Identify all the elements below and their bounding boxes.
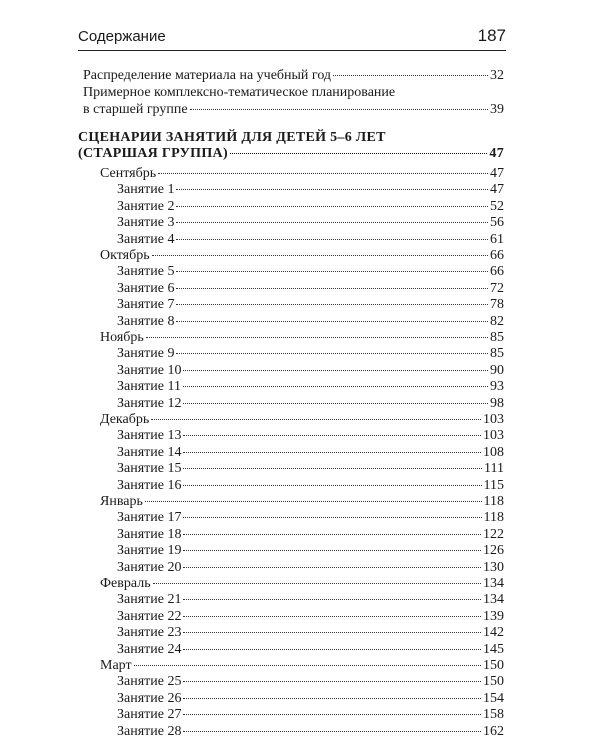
lesson-label: Занятие 3 [117, 215, 175, 231]
toc-entry-page: 32 [490, 68, 504, 83]
lesson-page: 98 [490, 395, 504, 411]
leader-dots [183, 386, 488, 387]
toc-month[interactable] [100, 658, 504, 674]
toc-lesson[interactable] [117, 346, 504, 362]
leader-dots [151, 419, 481, 420]
toc-lesson[interactable] [117, 379, 504, 395]
lesson-page: 126 [483, 543, 504, 559]
leader-dots [183, 616, 481, 617]
lesson-page: 72 [490, 280, 504, 296]
leader-dots [183, 550, 481, 551]
month-label: Декабрь [100, 412, 150, 427]
toc-lesson[interactable] [117, 264, 504, 280]
toc-lesson[interactable] [117, 182, 504, 198]
lesson-label: Занятие 18 [117, 526, 182, 542]
toc-lesson[interactable] [117, 297, 504, 313]
leader-dots [176, 222, 488, 223]
leader-dots [176, 239, 488, 240]
lesson-label: Занятие 4 [117, 231, 175, 247]
lesson-label: Занятие 22 [117, 608, 182, 624]
toc-lesson[interactable] [117, 609, 504, 625]
lesson-page: 52 [490, 198, 504, 214]
lesson-label: Занятие 25 [117, 674, 182, 690]
leader-dots [183, 698, 481, 699]
leader-dots [152, 255, 488, 256]
leader-dots [183, 714, 481, 715]
lesson-label: Занятие 26 [117, 690, 182, 706]
lesson-page: 90 [490, 362, 504, 378]
toc-month[interactable] [100, 576, 504, 592]
lesson-label: Занятие 9 [117, 346, 175, 362]
toc-month[interactable] [100, 412, 504, 428]
lesson-label: Занятие 10 [117, 362, 182, 378]
toc-entry-planning-line1: Примерное комплексно-тематическое планирование [83, 85, 396, 100]
toc-month[interactable] [100, 248, 504, 264]
leader-dots [183, 370, 488, 371]
month-label: Сентябрь [100, 166, 157, 181]
toc-lesson[interactable] [117, 281, 504, 297]
month-page: 118 [483, 494, 504, 509]
lesson-page: 162 [483, 723, 504, 739]
lesson-page: 66 [490, 264, 504, 280]
toc-lesson[interactable] [117, 461, 504, 477]
month-page: 66 [490, 248, 504, 263]
lesson-label: Занятие 1 [117, 182, 175, 198]
toc-entry-planning[interactable] [83, 102, 504, 118]
toc-lesson[interactable] [117, 707, 504, 723]
leader-dots [183, 681, 481, 682]
toc-entry-label: в старшей группе [83, 102, 188, 117]
toc-entry-page: 39 [490, 102, 504, 117]
lesson-page: 139 [483, 608, 504, 624]
lesson-label: Занятие 20 [117, 559, 182, 575]
lesson-label: Занятие 17 [117, 510, 182, 526]
month-page: 47 [490, 166, 504, 181]
toc-lesson[interactable] [117, 199, 504, 215]
toc-entry-label: Распределение материала на учебный год [83, 68, 332, 83]
lesson-label: Занятие 5 [117, 264, 175, 280]
lesson-page: 150 [483, 674, 504, 690]
lesson-label: Занятие 7 [117, 297, 175, 313]
leader-dots [145, 501, 482, 502]
section-title-line2: (СТАРШАЯ ГРУППА) [78, 146, 228, 161]
lesson-label: Занятие 8 [117, 313, 175, 329]
month-label: Март [100, 658, 132, 673]
toc-lesson[interactable] [117, 625, 504, 641]
leader-dots [183, 403, 488, 404]
toc-lesson[interactable] [117, 396, 504, 412]
toc-lesson[interactable] [117, 363, 504, 379]
header-rule [78, 50, 506, 51]
leader-dots [183, 517, 481, 518]
lesson-label: Занятие 15 [117, 461, 182, 477]
lesson-page: 122 [483, 526, 504, 542]
toc-lesson[interactable] [117, 674, 504, 690]
toc-lesson[interactable] [117, 592, 504, 608]
section-title-line1: СЦЕНАРИИ ЗАНЯТИЙ ДЛЯ ДЕТЕЙ 5–6 ЛЕТ [78, 130, 386, 145]
toc-section-page: 47 [489, 146, 504, 161]
lesson-label: Занятие 24 [117, 641, 182, 657]
lesson-page: 130 [483, 559, 504, 575]
lesson-label: Занятие 11 [117, 379, 181, 395]
toc-lesson[interactable] [117, 510, 504, 526]
month-page: 150 [483, 658, 504, 673]
toc-lesson[interactable] [117, 560, 504, 576]
lesson-page: 85 [490, 346, 504, 362]
toc-lesson[interactable] [117, 445, 504, 461]
header-page-number: 187 [477, 26, 506, 45]
leader-dots [176, 321, 488, 322]
lesson-page: 78 [490, 297, 504, 313]
toc-lesson[interactable] [117, 724, 504, 740]
month-label: Февраль [100, 576, 151, 591]
leader-dots [134, 665, 481, 666]
lesson-label: Занятие 21 [117, 592, 182, 608]
lesson-page: 145 [483, 641, 504, 657]
lesson-label: Занятие 12 [117, 395, 182, 411]
leader-dots [333, 75, 488, 76]
month-label: Октябрь [100, 248, 150, 263]
toc-lesson[interactable] [117, 527, 504, 543]
lesson-page: 93 [490, 379, 504, 395]
lesson-page: 158 [483, 707, 504, 723]
leader-dots [190, 109, 488, 110]
lesson-page: 47 [490, 182, 504, 198]
leader-dots [158, 173, 488, 174]
leader-dots [153, 583, 481, 584]
toc-lesson[interactable] [117, 543, 504, 559]
lesson-label: Занятие 16 [117, 477, 182, 493]
toc-lesson[interactable] [117, 642, 504, 658]
lesson-label: Занятие 6 [117, 280, 175, 296]
lesson-page: 82 [490, 313, 504, 329]
month-page: 103 [483, 412, 504, 427]
month-page: 85 [490, 330, 504, 345]
leader-dots [146, 337, 488, 338]
leader-dots [183, 485, 481, 486]
leader-dots [183, 435, 481, 436]
toc-month[interactable] [100, 330, 504, 346]
toc-lesson[interactable] [117, 691, 504, 707]
lesson-page: 108 [483, 444, 504, 460]
leader-dots [176, 288, 488, 289]
toc-entry-distribution[interactable] [83, 68, 504, 84]
lesson-label: Занятие 27 [117, 707, 182, 723]
lesson-label: Занятие 13 [117, 428, 182, 444]
leader-dots [183, 731, 481, 732]
toc-lesson[interactable] [117, 314, 504, 330]
toc-month[interactable] [100, 166, 504, 182]
month-label: Январь [100, 494, 143, 509]
lesson-page: 142 [483, 625, 504, 641]
lesson-page: 111 [484, 461, 504, 477]
lesson-page: 115 [483, 477, 504, 493]
lesson-page: 61 [490, 231, 504, 247]
month-label: Ноябрь [100, 330, 144, 345]
lesson-page: 154 [483, 690, 504, 706]
lesson-label: Занятие 14 [117, 444, 182, 460]
month-page: 134 [483, 576, 504, 591]
lesson-label: Занятие 23 [117, 625, 182, 641]
leader-dots [183, 649, 481, 650]
lesson-page: 134 [483, 592, 504, 608]
running-header [78, 26, 506, 50]
lesson-page: 118 [483, 510, 504, 526]
toc-month[interactable] [100, 494, 504, 510]
header-title: Содержание [78, 28, 166, 45]
leader-dots [183, 599, 481, 600]
lesson-label: Занятие 2 [117, 198, 175, 214]
leader-dots [230, 153, 487, 154]
leader-dots [183, 534, 481, 535]
leader-dots [183, 452, 481, 453]
lesson-label: Занятие 19 [117, 543, 182, 559]
leader-dots [183, 567, 481, 568]
leader-dots [176, 189, 488, 190]
toc-lesson[interactable] [117, 428, 504, 444]
leader-dots [176, 353, 488, 354]
toc-section-scenarios[interactable] [78, 146, 504, 162]
leader-dots [176, 271, 488, 272]
toc-lesson[interactable] [117, 215, 504, 231]
lesson-page: 103 [483, 428, 504, 444]
leader-dots [176, 206, 488, 207]
lesson-label: Занятие 28 [117, 723, 182, 739]
lesson-page: 56 [490, 215, 504, 231]
leader-dots [176, 304, 488, 305]
leader-dots [183, 632, 481, 633]
leader-dots [183, 468, 482, 469]
toc-lesson[interactable] [117, 478, 504, 494]
toc-lesson[interactable] [117, 232, 504, 248]
